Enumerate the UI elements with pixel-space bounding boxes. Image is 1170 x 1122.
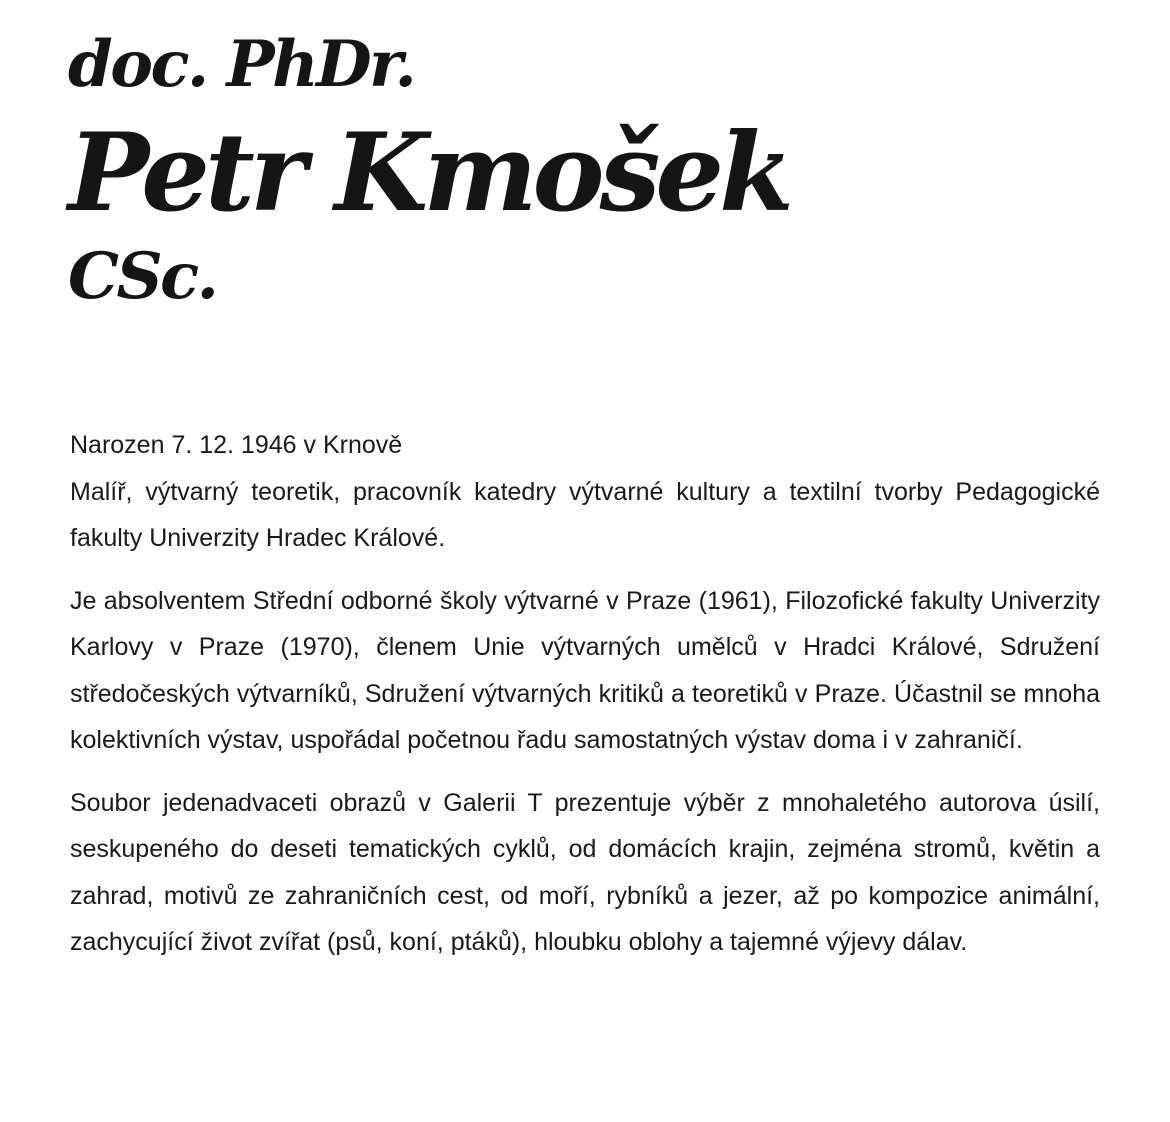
academic-title-suffix: CSc. [68,239,217,314]
education-paragraph: Je absolventem Střední odborné školy výtvarné v Praze (1961), Filozofické fakulty Univerzity Karlovy v Praze (1970), členem Unie výtvarných umělců v Hradci Králové, Sdružení středočeských výtvarníků, Sdružení výtvarných kritiků a teoretiků v Praze. Účastnil se mnoha kolektivních výstav, uspořádal početnou řadu samostatných výstav doma i v zahraničí. [70,586,1100,754]
exhibition-paragraph: Soubor jedenadvaceti obrazů v Galerii T prezentuje výběr z mnohaletého autorova úsilí, seskupeného do deseti tematických cyklů, od domácích krajin, zejména stromů, květin a zahrad, motivů ze zahraničních cest, od moří, rybníků a jezer, až po kompozice animální, zachycující život zvířat (psů, koní, ptáků), hloubku oblohy a tajemné výjevy dálav. [70,788,1100,956]
biography [70,422,1100,966]
person-name: Petr Kmošek [68,110,789,236]
name-heading [68,22,1108,318]
occupation-paragraph: Malíř, výtvarný teoretik, pracovník katedry výtvarné kultury a textilní tvorby Pedagogické fakulty Univerzity Hradec Králové. [70,477,1100,552]
birth-info: Narozen 7. 12. 1946 v Krnově [70,431,403,459]
academic-title-prefix: doc. PhDr. [68,27,415,102]
